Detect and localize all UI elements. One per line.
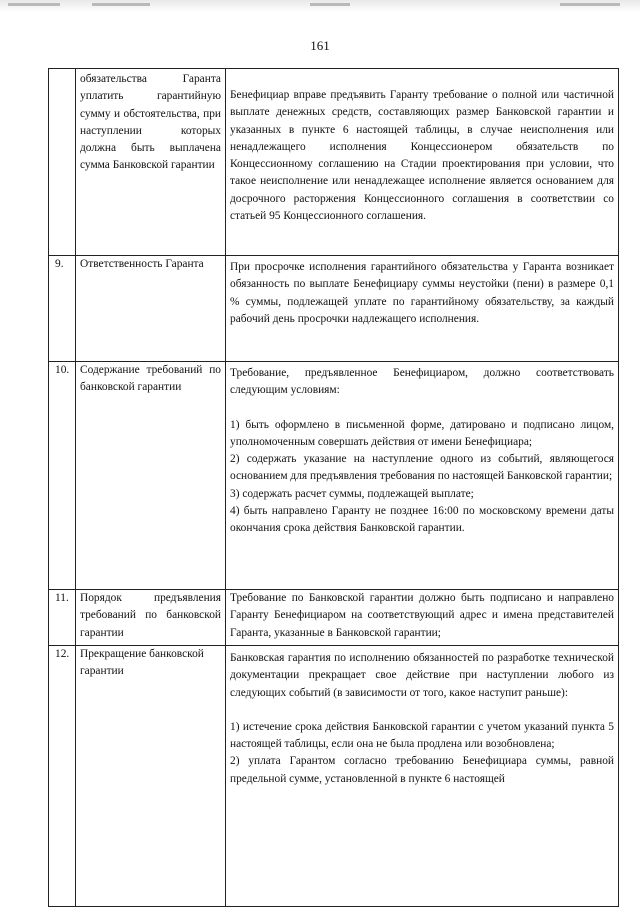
paragraph: 3) содержать расчет суммы, подлежащей выплате; xyxy=(230,487,474,500)
row-number: 11. xyxy=(49,590,76,646)
paragraph: 4) быть направлено Гаранту не позднее 16:00 по московскому времени даты окончания срока действия Банковской гарантии. xyxy=(230,505,614,535)
guarantee-terms-table xyxy=(48,68,619,907)
paragraph: Требование, предъявленное Бенефициаром, должно соответствовать следующим условиям: xyxy=(230,367,614,397)
paragraph: При просрочке исполнения гарантийного обязательства у Гаранта возникает обязанность по выплате Бенефициару суммы неустойки (пени) в размере 0,1 % суммы, подлежащей уплате по гарантийному обязательству, за каждый рабочий день просрочки надлежащего исполнения. xyxy=(230,261,614,325)
table-row xyxy=(49,362,619,590)
row-title: Ответственность Гаранта xyxy=(76,256,226,362)
row-title: Прекращение банковской гарантии xyxy=(76,646,226,907)
table-row xyxy=(49,69,619,256)
table-row xyxy=(49,256,619,362)
row-description xyxy=(226,362,619,590)
paragraph: 1) истечение срока действия Банковской гарантии с учетом указаний пункта 5 настоящей таблицы, если она не была продлена или возобновлена; xyxy=(230,720,614,751)
row-number: 10. xyxy=(49,362,76,590)
row-description xyxy=(226,69,619,256)
paragraph: Банковская гарантия по исполнению обязанностей по разработке технической документации прекращает свое действие при наступлении любого из следующих событий (в зависимости от того, какое наступит раньше): xyxy=(230,652,614,699)
paragraph: Требование по Банковской гарантии должно быть подписано и направлено Гаранту Бенефициаром на соответствующий адрес и имена представителей Гаранта, указанные в Банковской гарантии; xyxy=(230,592,614,639)
paragraph: Бенефициар вправе предъявить Гаранту требование о полной или частичной выплате денежных средств, составляющих размер Банковской гарантии и указанных в пункте 6 настоящей таблицы, в случае неисполнения или ненадлежащего исполнения Концессионером обязательств по Концессионному соглашению на Стадии проектирования при условии, что такое неисполнение или ненадлежащее исполнение является основанием для досрочного расторжения Концессионного соглашения в соответствии со статьей 95 Концессионного соглашения. xyxy=(230,89,614,223)
row-number: 9. xyxy=(49,256,76,362)
row-number xyxy=(49,69,76,256)
scan-artifact xyxy=(8,3,60,6)
row-description xyxy=(226,256,619,362)
scan-artifact xyxy=(560,3,620,6)
scan-artifact xyxy=(92,3,150,6)
scan-artifact xyxy=(310,3,350,6)
paragraph: 1) быть оформлено в письменной форме, датировано и подписано лицом, уполномоченным совершать действия от имени Бенефициара; xyxy=(230,418,614,448)
paragraph: 2) уплата Гарантом согласно требованию Бенефициара суммы, равной предельной сумме, установленной в пункте 6 настоящей xyxy=(230,755,614,785)
row-title: Содержание требований по банковской гарантии xyxy=(76,362,226,590)
row-description xyxy=(226,590,619,646)
table-row xyxy=(49,590,619,646)
scan-edge xyxy=(0,0,640,12)
row-title: Порядок предъявления требований по банковской гарантии xyxy=(76,590,226,646)
page-number: 161 xyxy=(310,38,330,53)
row-number: 12. xyxy=(49,646,76,907)
row-title: обязательства Гаранта уплатить гарантийную сумму и обстоятельства, при наступлении которых должна быть выплачена сумма Банковской гарантии xyxy=(76,69,226,256)
row-description xyxy=(226,646,619,907)
table-row xyxy=(49,646,619,907)
paragraph: 2) содержать указание на наступление одного из событий, являющегося основанием для предъявления требования по настоящей Банковской гарантии; xyxy=(230,453,614,483)
